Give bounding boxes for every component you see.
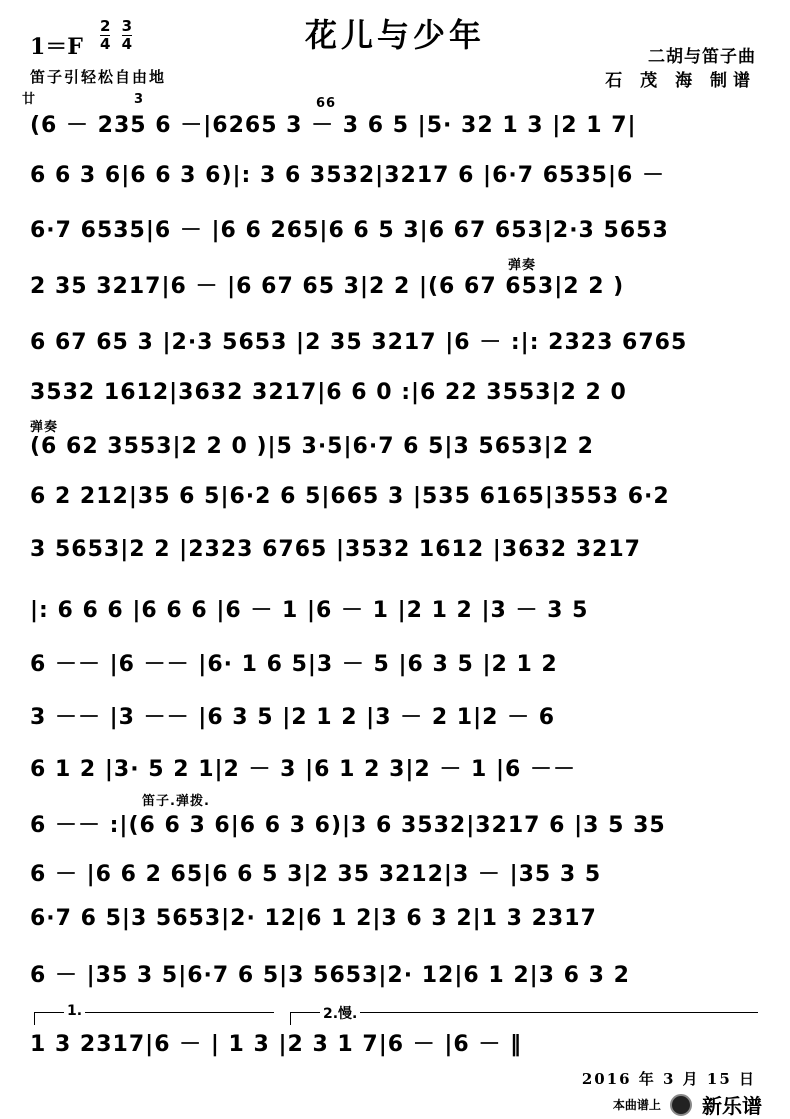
intro-performance-note: 笛子引轻松自由地 <box>30 68 167 86</box>
disc-logo-icon <box>670 1094 692 1116</box>
tanzou-annotation: 弹奏 <box>508 258 537 273</box>
triplet-mark: 3 <box>134 92 145 107</box>
watermark <box>613 1090 762 1119</box>
notation-row: 1 3 2317|6 － | 1 3 |2 3 1 7|6 － |6 － ‖ <box>30 1032 523 1057</box>
page-title: 花儿与少年 <box>304 16 485 54</box>
volta-label: 1. <box>64 1003 85 1019</box>
tanzou-annotation: 弹奏 <box>30 420 59 435</box>
meter-numerator: 2 <box>100 17 111 35</box>
watermark-small-text: 本曲谱上 <box>612 1098 661 1112</box>
notation-row: 3 5653|2 2 |2323 6765 |3532 1612 |3632 3217 <box>30 537 641 562</box>
volta-bracket-second <box>290 1006 758 1022</box>
notation-row: 6 6 3 6|6 6 3 6)|: 3 6 3532|3217 6 |6·7 6535|6 － <box>30 163 665 188</box>
volta-bracket-first <box>34 1003 274 1019</box>
notation-row: 6 － |6 6 2 65|6 6 5 3|2 35 3212|3 － |35 3 5 <box>30 862 602 887</box>
grace-note-mark: 66 <box>316 96 337 111</box>
watermark-brand: 新乐谱 <box>702 1094 762 1118</box>
notation-row: (6 － 235 6 －|6265 3 － 3 6 5 |5· 32 1 3 |2 1 7| <box>30 113 637 138</box>
notation-row: 6 －－ |6 －－ |6· 1 6 5|3 － 5 |6 3 5 |2 1 2 <box>30 652 558 677</box>
meter-denominator: 4 <box>121 35 133 53</box>
notation-row: 2 35 3217|6 － |6 67 65 3|2 2 |(6 67 653|2 2 ) <box>30 274 625 299</box>
notation-row: 6·7 6 5|3 5653|2· 12|6 1 2|3 6 3 2|1 3 2317 <box>30 906 597 931</box>
notation-row: 6·7 6535|6 － |6 6 265|6 6 5 3|6 67 653|2·3 5653 <box>30 218 669 243</box>
notation-row: 6 1 2 |3· 5 2 1|2 － 3 |6 1 2 3|2 － 1 |6 －－ <box>30 757 577 782</box>
meter-denominator: 4 <box>100 35 111 53</box>
breath-mark: 廿 <box>22 92 37 107</box>
dizi-tanbo-annotation: 笛子.弹拨. <box>142 794 210 809</box>
notation-row: 6 67 65 3 |2·3 5653 |2 35 3217 |6 － :|: 2323 6765 <box>30 330 688 355</box>
instrument-label: 二胡与笛子曲 <box>648 47 756 67</box>
volta-label: 2.慢. <box>320 1003 360 1023</box>
notation-row: (6 62 3553|2 2 0 )|5 3·5|6·7 6 5|3 5653|2 2 <box>30 434 594 459</box>
notation-row: 3532 1612|3632 3217|6 6 0 :|6 22 3553|2 2 0 <box>30 380 627 405</box>
arranger-credit: 石 茂 海 制谱 <box>605 71 756 91</box>
notation-row: |: 6 6 6 |6 6 6 |6 － 1 |6 － 1 |2 1 2 |3 － 3 5 <box>30 598 589 623</box>
key-signature: 1＝F <box>30 34 83 60</box>
notation-row: 3 －－ |3 －－ |6 3 5 |2 1 2 |3 － 2 1|2 － 6 <box>30 705 556 730</box>
meter-numerator: 3 <box>121 17 133 35</box>
notation-row: 6 2 212|35 6 5|6·2 6 5|665 3 |535 6165|3553 6·2 <box>30 484 670 509</box>
notation-row: 6 －－ :|(6 6 3 6|6 6 3 6)|3 6 3532|3217 6 |3 5 35 <box>30 813 666 838</box>
notation-row: 6 － |35 3 5|6·7 6 5|3 5653|2· 12|6 1 2|3 6 3 2 <box>30 963 630 988</box>
date-stamp: 2016 年 3 月 15 日 <box>581 1070 756 1088</box>
